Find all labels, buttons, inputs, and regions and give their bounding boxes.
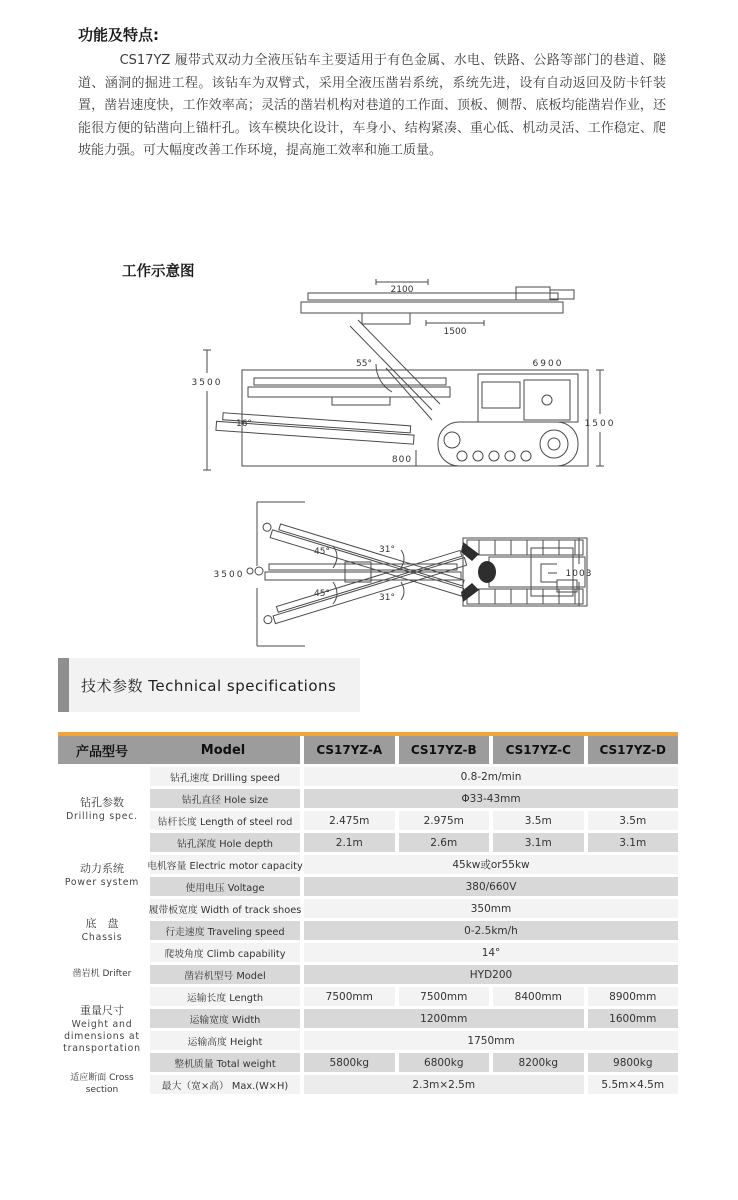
value-total-weight-a: 5800kg xyxy=(304,1053,395,1072)
value-hole-depth-d: 3.1m xyxy=(588,833,679,852)
value-steel-rod-a: 2.475m xyxy=(304,811,395,830)
dim-label-800: 800 xyxy=(391,455,413,465)
header-model-en: Model xyxy=(200,742,246,758)
features-title: 功能及特点: xyxy=(78,26,159,44)
specs-section-banner xyxy=(58,658,360,712)
value-total-weight-c: 8200kg xyxy=(493,1053,584,1072)
value-motor: 45kw或or55kw xyxy=(304,855,678,874)
value-travel-speed: 0-2.5km/h xyxy=(304,921,678,940)
header-product-model xyxy=(58,736,300,764)
specs-section-title: 技术参数 Technical specifications xyxy=(81,676,337,695)
value-drifter-model: HYD200 xyxy=(304,965,678,984)
param-label-climb: 爬坡角度 Climb capability xyxy=(150,943,300,962)
group-power-zh: 动力系统 xyxy=(80,862,124,876)
value-max-wh-d: 5.5m×4.5m xyxy=(588,1075,679,1094)
param-label-voltage: 使用电压 Voltage xyxy=(150,877,300,896)
value-hole-depth-a: 2.1m xyxy=(304,833,395,852)
value-drilling-speed: 0.8-2m/min xyxy=(304,767,678,786)
value-length-d: 8900mm xyxy=(588,987,679,1006)
angle-label-16: 16° xyxy=(236,419,252,429)
value-max-wh-abc: 2.3m×2.5m xyxy=(304,1075,584,1094)
value-width-d: 1600mm xyxy=(588,1009,679,1028)
value-voltage: 380/660V xyxy=(304,877,678,896)
group-cell-drifter: 凿岩机 Drifter xyxy=(58,965,146,984)
group-cell-power xyxy=(58,855,146,896)
group-chassis-en: Chassis xyxy=(81,931,123,943)
group-cell-chassis xyxy=(58,899,146,962)
angle-label-45-down: 45° xyxy=(314,589,330,599)
dim-label-2100: 2100 xyxy=(390,285,414,295)
group-drilling-en: Drilling spec. xyxy=(66,810,138,822)
value-hole-depth-b: 2.6m xyxy=(399,833,490,852)
side-view-diagram xyxy=(180,274,624,482)
group-power-en: Power system xyxy=(64,876,140,888)
param-label-travel-speed: 行走速度 Traveling speed xyxy=(150,921,300,940)
param-label-height: 运输高度 Height xyxy=(150,1031,300,1050)
param-label-track-shoes: 履带板宽度 Width of track shoes xyxy=(150,899,300,918)
group-drilling-zh: 钻孔参数 xyxy=(80,796,124,810)
group-chassis-zh: 底 盘 xyxy=(85,917,119,931)
param-label-hole-size: 钻孔直径 Hole size xyxy=(150,789,300,808)
angle-label-55: 55° xyxy=(356,359,372,369)
top-view-diagram xyxy=(205,486,605,664)
header-model-a: CS17YZ-A xyxy=(304,736,395,764)
angle-label-45-up: 45° xyxy=(314,547,330,557)
dim-label-1500-height: 1500 xyxy=(584,419,616,429)
param-label-max-wh: 最大（宽×高） Max.(W×H) xyxy=(150,1075,300,1094)
param-label-steel-rod: 钻杆长度 Length of steel rod xyxy=(150,811,300,830)
group-weight-en: Weight and dimensions at transportation xyxy=(63,1018,141,1054)
angle-label-31-down: 31° xyxy=(379,593,395,603)
value-length-a: 7500mm xyxy=(304,987,395,1006)
value-track-shoes: 350mm xyxy=(304,899,678,918)
group-weight-zh: 重量尺寸 xyxy=(80,1004,124,1018)
param-label-total-weight: 整机质量 Total weight xyxy=(150,1053,300,1072)
header-model-b: CS17YZ-B xyxy=(399,736,490,764)
group-cell-weight xyxy=(58,987,146,1072)
value-total-weight-b: 6800kg xyxy=(399,1053,490,1072)
dim-label-1003: 1003 xyxy=(565,569,593,579)
value-length-b: 7500mm xyxy=(399,987,490,1006)
value-length-c: 8400mm xyxy=(493,987,584,1006)
diagram-title: 工作示意图 xyxy=(122,264,195,280)
dim-label-6900: 6900 xyxy=(532,359,564,369)
value-steel-rod-d: 3.5m xyxy=(588,811,679,830)
param-label-length: 运输长度 Length xyxy=(150,987,300,1006)
value-height: 1750mm xyxy=(304,1031,678,1050)
value-hole-depth-c: 3.1m xyxy=(493,833,584,852)
param-label-motor: 电机容量 Electric motor capacity xyxy=(150,855,300,874)
angle-label-31-up: 31° xyxy=(379,545,395,555)
header-model-d: CS17YZ-D xyxy=(588,736,679,764)
param-label-hole-depth: 钻孔深度 Hole depth xyxy=(150,833,300,852)
dim-label-3500-side: 3500 xyxy=(191,378,223,388)
param-label-width: 运输宽度 Width xyxy=(150,1009,300,1028)
dim-label-feed-1500: 1500 xyxy=(443,327,467,337)
header-product-model-zh: 产品型号 xyxy=(75,744,128,760)
value-climb: 14° xyxy=(304,943,678,962)
section-accent-bar xyxy=(58,658,69,712)
dim-label-3500-top: 3500 xyxy=(213,570,245,580)
value-hole-size: Φ33-43mm xyxy=(304,789,678,808)
value-steel-rod-c: 3.5m xyxy=(493,811,584,830)
header-model-c: CS17YZ-C xyxy=(493,736,584,764)
param-label-drifter-model: 凿岩机型号 Model xyxy=(150,965,300,984)
value-total-weight-d: 9800kg xyxy=(588,1053,679,1072)
spec-table xyxy=(58,732,678,1094)
value-width-abc: 1200mm xyxy=(304,1009,584,1028)
param-label-drilling-speed: 钻孔速度 Drilling speed xyxy=(150,767,300,786)
group-cell-drilling xyxy=(58,767,146,852)
group-cell-cross-section: 适应断面 Cross section xyxy=(58,1075,146,1094)
value-steel-rod-b: 2.975m xyxy=(399,811,490,830)
features-paragraph: CS17YZ 履带式双动力全液压钻车主要适用于有色金属、水电、铁路、公路等部门的巷道、隧道、涵洞的掘进工程。该钻车为双臂式，采用全液压凿岩系统，系统先进，设有自动返回及防卡钎装置，凿岩速度快，工作效率高；灵活的凿岩机构对巷道的工作面、顶板、侧帮、底板均能凿岩作业，还能很方便的钻凿向上锚杆孔。该车模块化设计，车身小、结构紧凑、重心低、机动灵活、工作稳定、爬坡能力强。可大幅度改善工作环境，提高施工效率和施工质量。 xyxy=(78,53,666,159)
